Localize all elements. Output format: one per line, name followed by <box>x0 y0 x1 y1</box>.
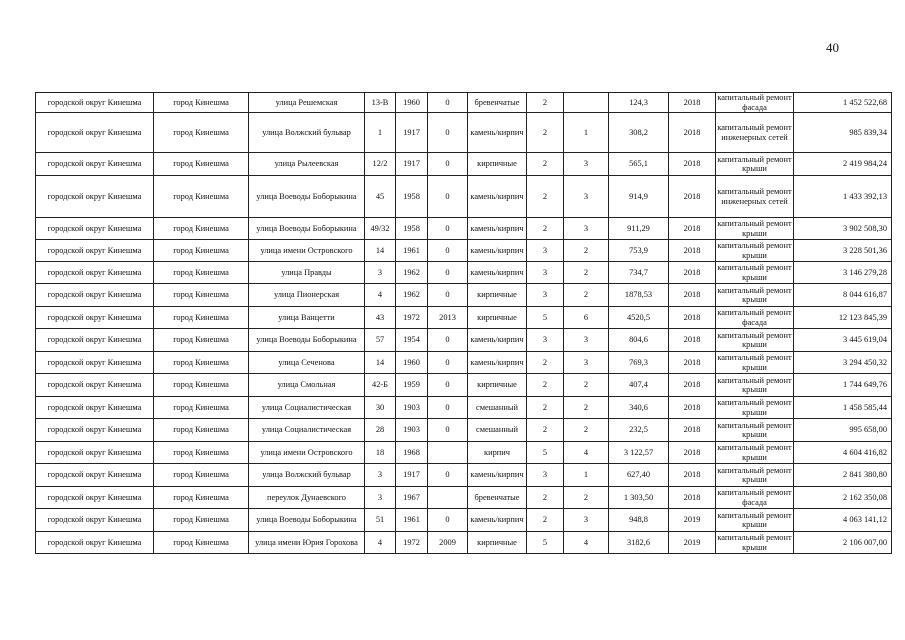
cell-work-type: капитальный ремонт крыши <box>717 398 792 417</box>
cell-floors: 3 <box>527 284 564 307</box>
table-row <box>36 419 892 442</box>
cell-area: 4520,5 <box>609 307 669 329</box>
cell-area: 124,3 <box>609 93 669 113</box>
cell-house-number: 42-Б <box>365 374 396 397</box>
cell-work-type: капитальный ремонт крыши <box>716 374 794 397</box>
cell-wall-material: кирпичные <box>468 374 527 397</box>
cell-year-built: 1917 <box>396 153 428 176</box>
cell-house-number: 14 <box>365 240 396 262</box>
cell-cost: 3 146 279,28 <box>794 262 892 284</box>
cell-municipality: городской округ Кинешма <box>36 374 154 397</box>
table-row <box>36 284 892 307</box>
cell-house-number: 4 <box>365 284 396 307</box>
cell-entrances: 2 <box>564 262 609 284</box>
cell-work-type: капитальный ремонт крыши <box>716 509 794 532</box>
cell-street: улица Социалистическая <box>249 397 365 419</box>
cell-year-renovated: 0 <box>428 397 468 419</box>
cell-entrances: 1 <box>564 464 609 487</box>
cell-street: улица Воеводы Боборыкина <box>249 329 365 352</box>
table-row <box>36 352 892 374</box>
cell-street: улица Сеченова <box>249 352 365 374</box>
cell-street: улица Ванцетти <box>249 307 365 329</box>
cell-floors: 3 <box>527 464 564 487</box>
cell-settlement: город Кинешма <box>154 419 249 442</box>
cell-municipality: городской округ Кинешма <box>36 240 154 262</box>
cell-house-number: 12/2 <box>365 153 396 176</box>
cell-plan-year: 2018 <box>669 262 716 284</box>
cell-street: переулок Дунаевского <box>249 487 365 509</box>
cell-floors: 2 <box>527 113 564 153</box>
cell-work-type: капитальный ремонт крыши <box>716 329 794 352</box>
cell-street: улица Решемская <box>249 93 365 113</box>
cell-year-renovated: 0 <box>428 240 468 262</box>
cell-work-type: капитальный ремонт крыши <box>717 219 792 238</box>
cell-cost: 2 841 380,80 <box>794 464 892 487</box>
cell-plan-year: 2018 <box>669 284 716 307</box>
cell-settlement: город Кинешма <box>154 352 249 374</box>
table-row <box>36 464 892 487</box>
cell-cost: 4 063 141,12 <box>794 509 892 532</box>
cell-year-renovated: 2013 <box>428 307 468 329</box>
page-number: 40 <box>826 40 839 55</box>
table-row <box>36 532 892 554</box>
cell-wall-material: камень/кирпич <box>468 509 527 532</box>
cell-area: 3182,6 <box>609 532 669 554</box>
cell-settlement: город Кинешма <box>154 93 249 113</box>
cell-settlement: город Кинешма <box>154 240 249 262</box>
cell-year-renovated: 0 <box>428 419 468 442</box>
cell-house-number: 30 <box>365 397 396 419</box>
cell-wall-material: кирпичные <box>468 284 527 307</box>
cell-year-renovated: 0 <box>428 352 468 374</box>
cell-municipality: городской округ Кинешма <box>36 419 154 442</box>
cell-house-number: 49/32 <box>365 218 396 240</box>
cell-municipality: городской округ Кинешма <box>36 218 154 240</box>
cell-municipality: городской округ Кинешма <box>36 262 154 284</box>
cell-entrances: 2 <box>564 419 609 442</box>
cell-municipality: городской округ Кинешма <box>36 464 154 487</box>
cell-floors: 5 <box>527 532 564 554</box>
cell-area: 407,4 <box>609 374 669 397</box>
table-row <box>36 329 892 352</box>
cell-settlement: город Кинешма <box>154 218 249 240</box>
cell-wall-material: кирпич <box>468 442 527 464</box>
cell-plan-year: 2018 <box>669 464 716 487</box>
cell-wall-material: кирпичные <box>468 307 527 329</box>
table-row <box>36 176 892 218</box>
cell-cost: 1 744 649,76 <box>794 374 892 397</box>
cell-area: 627,40 <box>609 464 669 487</box>
cell-municipality: городской округ Кинешма <box>36 284 154 307</box>
cell-floors: 2 <box>527 218 564 240</box>
cell-plan-year: 2019 <box>669 532 716 554</box>
cell-municipality: городской округ Кинешма <box>36 397 154 419</box>
cell-year-renovated: 0 <box>428 176 468 218</box>
cell-settlement: город Кинешма <box>154 284 249 307</box>
cell-wall-material: камень/кирпич <box>468 176 527 218</box>
cell-entrances: 4 <box>564 532 609 554</box>
cell-year-built: 1960 <box>396 352 428 374</box>
cell-year-built: 1917 <box>396 464 428 487</box>
cell-plan-year: 2018 <box>669 397 716 419</box>
cell-year-renovated: 0 <box>428 284 468 307</box>
table-body <box>36 93 892 554</box>
cell-entrances: 3 <box>564 329 609 352</box>
cell-entrances: 2 <box>564 397 609 419</box>
cell-settlement: город Кинешма <box>154 113 249 153</box>
cell-house-number: 4 <box>365 532 396 554</box>
cell-floors: 3 <box>527 329 564 352</box>
cell-entrances: 6 <box>564 307 609 329</box>
cell-work-type: капитальный ремонт фасада <box>717 308 792 327</box>
cell-street: улица Пионерская <box>249 284 365 307</box>
table-row <box>36 487 892 509</box>
cell-work-type: капитальный ремонт крыши <box>717 533 792 552</box>
cell-area: 804,6 <box>609 329 669 352</box>
cell-entrances <box>564 93 609 113</box>
cell-entrances: 1 <box>564 113 609 153</box>
cell-cost: 3 902 508,30 <box>794 218 892 240</box>
cell-area: 232,5 <box>609 419 669 442</box>
table-row <box>36 374 892 397</box>
cell-year-built: 1960 <box>396 93 428 113</box>
cell-entrances: 3 <box>564 176 609 218</box>
cell-street: улица Смольная <box>249 374 365 397</box>
cell-work-type: капитальный ремонт фасада <box>717 488 792 507</box>
table-row <box>36 397 892 419</box>
cell-wall-material: смешанный <box>468 397 527 419</box>
cell-year-built: 1961 <box>396 240 428 262</box>
cell-year-built: 1958 <box>396 176 428 218</box>
cell-plan-year: 2018 <box>669 329 716 352</box>
cell-work-type: капитальный ремонт крыши <box>716 464 794 487</box>
cell-street: улица имени Юрия Горохова <box>249 532 365 554</box>
cell-plan-year: 2018 <box>669 352 716 374</box>
cell-cost: 2 106 007,00 <box>794 532 892 554</box>
cell-work-type: капитальный ремонт крыши <box>717 263 792 282</box>
cell-wall-material: камень/кирпич <box>468 218 527 240</box>
cell-municipality: городской округ Кинешма <box>36 307 154 329</box>
cell-year-built: 1962 <box>396 262 428 284</box>
cell-entrances: 2 <box>564 284 609 307</box>
cell-year-built: 1961 <box>396 509 428 532</box>
table-row <box>36 93 892 113</box>
cell-floors: 2 <box>527 419 564 442</box>
cell-plan-year: 2018 <box>669 218 716 240</box>
cell-municipality: городской округ Кинешма <box>36 442 154 464</box>
cell-wall-material: кирпичные <box>468 532 527 554</box>
cell-plan-year: 2018 <box>669 176 716 218</box>
cell-work-type: капитальный ремонт фасада <box>717 93 792 112</box>
cell-plan-year: 2019 <box>669 509 716 532</box>
cell-year-renovated: 0 <box>428 374 468 397</box>
cell-year-renovated: 0 <box>428 113 468 153</box>
cell-house-number: 14 <box>365 352 396 374</box>
cell-plan-year: 2018 <box>669 307 716 329</box>
cell-year-renovated: 0 <box>428 153 468 176</box>
table-row <box>36 442 892 464</box>
cell-house-number: 51 <box>365 509 396 532</box>
cell-year-renovated <box>428 487 468 509</box>
cell-house-number: 57 <box>365 329 396 352</box>
cell-municipality: городской округ Кинешма <box>36 113 154 153</box>
cell-settlement: город Кинешма <box>154 397 249 419</box>
cell-plan-year: 2018 <box>669 374 716 397</box>
cell-street: улица Воеводы Боборыкина <box>249 509 365 532</box>
cell-street: улица Рылеевская <box>249 153 365 176</box>
cell-entrances: 2 <box>564 374 609 397</box>
cell-year-renovated <box>428 442 468 464</box>
cell-work-type: капитальный ремонт инженерных сетей <box>716 113 794 153</box>
repair-program-table <box>35 92 892 554</box>
cell-year-built: 1967 <box>396 487 428 509</box>
cell-year-renovated: 0 <box>428 329 468 352</box>
cell-street: улица Воеводы Боборыкина <box>249 176 365 218</box>
cell-wall-material: кирпичные <box>468 153 527 176</box>
cell-settlement: город Кинешма <box>154 509 249 532</box>
cell-year-built: 1903 <box>396 397 428 419</box>
cell-wall-material: камень/кирпич <box>468 240 527 262</box>
cell-year-built: 1954 <box>396 329 428 352</box>
cell-year-renovated: 0 <box>428 93 468 113</box>
cell-municipality: городской округ Кинешма <box>36 352 154 374</box>
cell-cost: 3 294 450,32 <box>794 352 892 374</box>
cell-settlement: город Кинешма <box>154 153 249 176</box>
cell-work-type: капитальный ремонт крыши <box>716 419 794 442</box>
cell-area: 340,6 <box>609 397 669 419</box>
cell-wall-material: камень/кирпич <box>468 352 527 374</box>
cell-house-number: 3 <box>365 262 396 284</box>
cell-area: 769,3 <box>609 352 669 374</box>
table-row <box>36 307 892 329</box>
cell-year-renovated: 2009 <box>428 532 468 554</box>
cell-entrances: 3 <box>564 352 609 374</box>
cell-work-type: капитальный ремонт крыши <box>716 284 794 307</box>
cell-cost: 8 044 616,87 <box>794 284 892 307</box>
cell-house-number: 3 <box>365 487 396 509</box>
table-row <box>36 113 892 153</box>
cell-municipality: городской округ Кинешма <box>36 487 154 509</box>
cell-plan-year: 2018 <box>669 240 716 262</box>
cell-plan-year: 2018 <box>669 113 716 153</box>
cell-street: улица Волжский бульвар <box>249 464 365 487</box>
cell-cost: 3 228 501,36 <box>794 240 892 262</box>
cell-year-built: 1972 <box>396 307 428 329</box>
cell-plan-year: 2018 <box>669 153 716 176</box>
cell-cost: 4 604 416,82 <box>794 442 892 464</box>
cell-year-built: 1962 <box>396 284 428 307</box>
cell-year-built: 1959 <box>396 374 428 397</box>
cell-year-built: 1917 <box>396 113 428 153</box>
cell-wall-material: камень/кирпич <box>468 113 527 153</box>
cell-wall-material: бревенчатые <box>468 93 527 113</box>
cell-year-built: 1903 <box>396 419 428 442</box>
cell-floors: 2 <box>527 509 564 532</box>
table-row <box>36 509 892 532</box>
cell-settlement: город Кинешма <box>154 262 249 284</box>
cell-plan-year: 2018 <box>669 93 716 113</box>
cell-house-number: 3 <box>365 464 396 487</box>
cell-wall-material: камень/кирпич <box>468 464 527 487</box>
cell-municipality: городской округ Кинешма <box>36 93 154 113</box>
cell-work-type: капитальный ремонт крыши <box>716 153 794 176</box>
cell-cost: 1 458 585,44 <box>794 397 892 419</box>
cell-area: 948,8 <box>609 509 669 532</box>
cell-floors: 2 <box>527 153 564 176</box>
cell-house-number: 28 <box>365 419 396 442</box>
cell-settlement: город Кинешма <box>154 487 249 509</box>
cell-work-type: капитальный ремонт крыши <box>717 443 792 462</box>
cell-street: улица Воеводы Боборыкина <box>249 218 365 240</box>
cell-cost: 985 839,34 <box>794 113 892 153</box>
cell-work-type: капитальный ремонт крыши <box>717 241 792 260</box>
cell-floors: 3 <box>527 240 564 262</box>
cell-entrances: 3 <box>564 218 609 240</box>
cell-plan-year: 2018 <box>669 487 716 509</box>
cell-municipality: городской округ Кинешма <box>36 329 154 352</box>
cell-street: улица имени Островского <box>249 240 365 262</box>
cell-year-renovated: 0 <box>428 464 468 487</box>
cell-floors: 2 <box>527 487 564 509</box>
cell-work-type: капитальный ремонт инженерных сетей <box>716 176 794 218</box>
cell-entrances: 3 <box>564 509 609 532</box>
cell-wall-material: бревенчатые <box>468 487 527 509</box>
cell-area: 1878,53 <box>609 284 669 307</box>
cell-settlement: город Кинешма <box>154 442 249 464</box>
cell-cost: 2 162 350,08 <box>794 487 892 509</box>
cell-cost: 1 452 522,68 <box>794 93 892 113</box>
cell-year-built: 1958 <box>396 218 428 240</box>
cell-floors: 5 <box>527 442 564 464</box>
table-row <box>36 153 892 176</box>
cell-settlement: город Кинешма <box>154 307 249 329</box>
cell-floors: 5 <box>527 307 564 329</box>
cell-settlement: город Кинешма <box>154 176 249 218</box>
cell-cost: 2 419 984,24 <box>794 153 892 176</box>
cell-cost: 3 445 619,04 <box>794 329 892 352</box>
cell-floors: 2 <box>527 176 564 218</box>
cell-wall-material: камень/кирпич <box>468 329 527 352</box>
cell-municipality: городской округ Кинешма <box>36 153 154 176</box>
cell-settlement: город Кинешма <box>154 374 249 397</box>
cell-house-number: 43 <box>365 307 396 329</box>
cell-floors: 3 <box>527 262 564 284</box>
cell-work-type: капитальный ремонт крыши <box>717 353 792 372</box>
cell-year-renovated: 0 <box>428 218 468 240</box>
cell-year-built: 1972 <box>396 532 428 554</box>
cell-cost: 12 123 845,39 <box>794 307 892 329</box>
table-row <box>36 218 892 240</box>
cell-settlement: город Кинешма <box>154 464 249 487</box>
cell-municipality: городской округ Кинешма <box>36 509 154 532</box>
cell-settlement: город Кинешма <box>154 329 249 352</box>
cell-wall-material: смешанный <box>468 419 527 442</box>
cell-area: 734,7 <box>609 262 669 284</box>
cell-area: 1 303,50 <box>609 487 669 509</box>
cell-year-built: 1968 <box>396 442 428 464</box>
cell-floors: 2 <box>527 397 564 419</box>
cell-entrances: 2 <box>564 487 609 509</box>
cell-area: 3 122,57 <box>609 442 669 464</box>
cell-cost: 1 433 392,13 <box>794 176 892 218</box>
cell-house-number: 1 <box>365 113 396 153</box>
cell-floors: 2 <box>527 352 564 374</box>
table-row <box>36 262 892 284</box>
cell-area: 753,9 <box>609 240 669 262</box>
cell-year-renovated: 0 <box>428 509 468 532</box>
cell-floors: 2 <box>527 93 564 113</box>
cell-plan-year: 2018 <box>669 419 716 442</box>
cell-street: улица Правды <box>249 262 365 284</box>
cell-street: улица имени Островского <box>249 442 365 464</box>
cell-house-number: 45 <box>365 176 396 218</box>
cell-cost: 995 658,00 <box>794 419 892 442</box>
cell-house-number: 13-В <box>365 93 396 113</box>
cell-area: 914,9 <box>609 176 669 218</box>
cell-area: 565,1 <box>609 153 669 176</box>
table-row <box>36 240 892 262</box>
cell-area: 308,2 <box>609 113 669 153</box>
cell-settlement: город Кинешма <box>154 532 249 554</box>
cell-floors: 2 <box>527 374 564 397</box>
cell-municipality: городской округ Кинешма <box>36 532 154 554</box>
cell-plan-year: 2018 <box>669 442 716 464</box>
cell-municipality: городской округ Кинешма <box>36 176 154 218</box>
cell-entrances: 2 <box>564 240 609 262</box>
cell-entrances: 4 <box>564 442 609 464</box>
cell-street: улица Социалистическая <box>249 419 365 442</box>
cell-wall-material: камень/кирпич <box>468 262 527 284</box>
cell-house-number: 18 <box>365 442 396 464</box>
cell-street: улица Волжский бульвар <box>249 113 365 153</box>
cell-year-renovated: 0 <box>428 262 468 284</box>
cell-area: 911,29 <box>609 218 669 240</box>
cell-entrances: 3 <box>564 153 609 176</box>
